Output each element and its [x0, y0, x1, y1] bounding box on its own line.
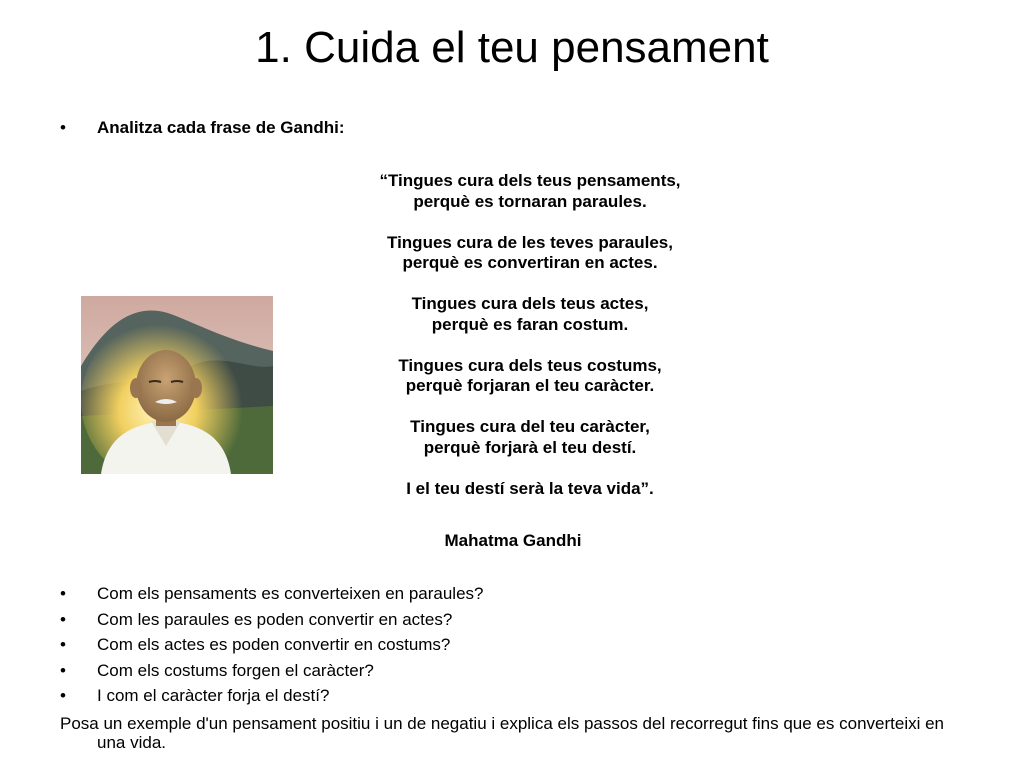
- question-text: I com el caràcter forja el destí?: [97, 686, 330, 705]
- quote-stanza: [330, 417, 730, 458]
- quote-line: Tingues cura de les teves paraules,: [387, 232, 673, 252]
- gandhi-quote: [330, 171, 730, 520]
- bullet-glyph: •: [60, 635, 66, 654]
- question-list: [60, 581, 960, 709]
- intro-text: Analitza cada frase de Gandhi:: [97, 118, 345, 137]
- list-item: [60, 632, 960, 658]
- gandhi-portrait-image: [81, 296, 273, 474]
- intro-line: [60, 117, 345, 139]
- quote-line: Tingues cura dels teus actes,: [411, 294, 649, 313]
- quote-stanza: [330, 479, 730, 500]
- bullet-glyph: •: [60, 686, 66, 705]
- quote-line: I el teu destí serà la teva vida”.: [406, 478, 654, 498]
- quote-line: perquè es convertiran en actes.: [402, 253, 658, 272]
- quote-line: perquè es tornaran paraules.: [413, 191, 647, 211]
- quote-line: perquè es faran costum.: [431, 314, 629, 334]
- question-text: Com les paraules es poden convertir en actes?: [97, 609, 453, 629]
- quote-line: Tingues cura dels teus costums,: [398, 355, 662, 375]
- list-item: [60, 683, 960, 709]
- list-item: [60, 581, 960, 607]
- bullet-glyph: •: [60, 118, 66, 137]
- quote-stanza: [330, 171, 730, 212]
- quote-stanza: [330, 294, 730, 335]
- quote-line: perquè forjarà el teu destí.: [423, 437, 637, 457]
- list-item: [60, 607, 960, 633]
- quote-stanza: [330, 356, 730, 397]
- quote-line: “Tingues cura dels teus pensaments,: [379, 171, 681, 190]
- quote-stanza: [330, 233, 730, 274]
- list-item: [60, 658, 960, 684]
- bullet-glyph: •: [60, 584, 66, 603]
- question-text: Com els pensaments es converteixen en paraules?: [97, 584, 484, 603]
- task-instruction: Posa un exemple d'un pensament positiu i un de negatiu i explica els passos del recorregut fins que es converteixi en una vida.: [60, 714, 944, 752]
- question-text: Com els costums forgen el caràcter?: [97, 660, 374, 680]
- question-text: Com els actes es poden convertir en costums?: [97, 635, 451, 654]
- quote-line: perquè forjaran el teu caràcter.: [405, 376, 655, 395]
- quote-author: Mahatma Gandhi: [444, 531, 582, 550]
- slide-title: 1. Cuida el teu pensament: [255, 23, 769, 72]
- quote-line: Tingues cura del teu caràcter,: [410, 417, 650, 436]
- bullet-glyph: •: [60, 609, 66, 629]
- bullet-glyph: •: [60, 660, 66, 680]
